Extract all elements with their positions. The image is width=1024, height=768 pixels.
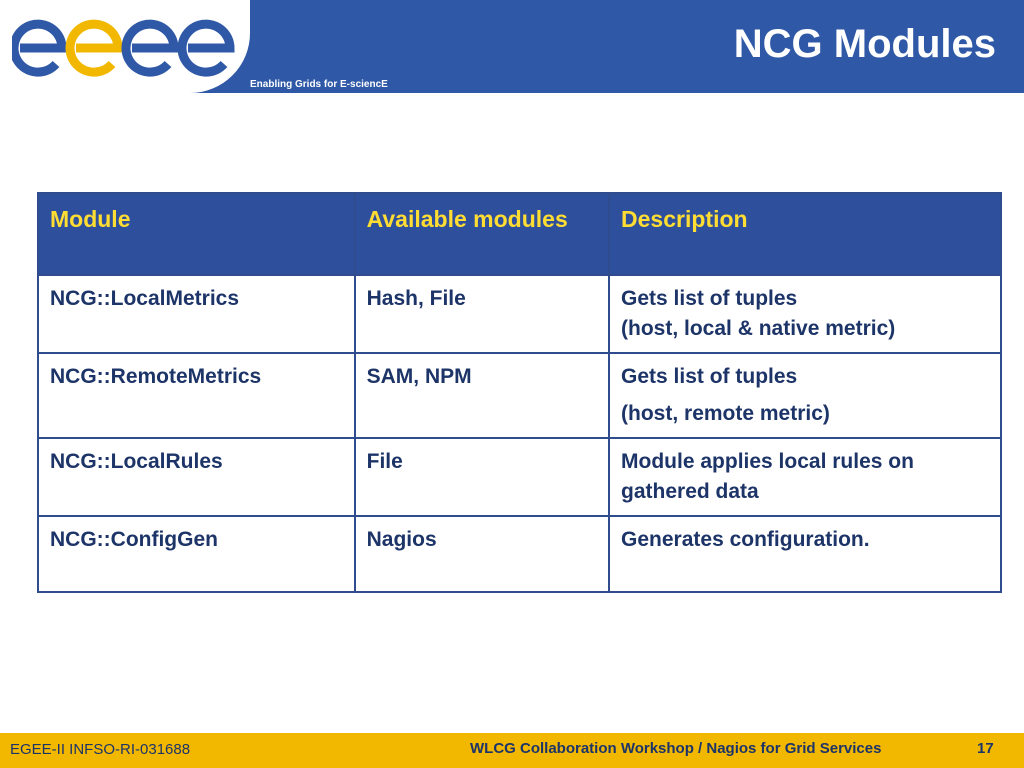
cell-module: NCG::RemoteMetrics [38,353,355,438]
page-number: 17 [977,740,994,757]
description-line: Module applies local rules on gathered data [621,450,914,503]
footer-event-title: WLCG Collaboration Workshop / Nagios for Grid Services [470,740,882,757]
table-row [38,516,1001,592]
cell-available: Nagios [355,516,609,592]
header-description: Description [609,193,1001,275]
slide-title: NCG Modules [733,22,996,66]
table-header-row [38,193,1001,275]
table-row [38,353,1001,438]
cell-description [609,516,1001,592]
cell-description [609,353,1001,438]
cell-description [609,438,1001,516]
description-line: Generates configuration. [621,528,870,551]
description-line: (host, local & native metric) [621,317,896,340]
cell-module: NCG::LocalRules [38,438,355,516]
cell-available: File [355,438,609,516]
egee-logo [12,14,238,78]
cell-description [609,275,1001,353]
cell-module: NCG::LocalMetrics [38,275,355,353]
description-line: (host, remote metric) [621,402,830,425]
tagline: Enabling Grids for E-sciencE [250,79,388,90]
header-module: Module [38,193,355,275]
header-available-modules: Available modules [355,193,609,275]
modules-table [37,192,1002,593]
cell-available: SAM, NPM [355,353,609,438]
svg-text:egee: egee [12,14,15,15]
cell-module: NCG::ConfigGen [38,516,355,592]
description-line: Gets list of tuples [621,365,798,388]
table-row [38,438,1001,516]
table-row [38,275,1001,353]
logo [0,0,250,93]
footer-project-id: EGEE-II INFSO-RI-031688 [10,741,191,758]
cell-available: Hash, File [355,275,609,353]
description-line: Gets list of tuples [621,287,798,310]
